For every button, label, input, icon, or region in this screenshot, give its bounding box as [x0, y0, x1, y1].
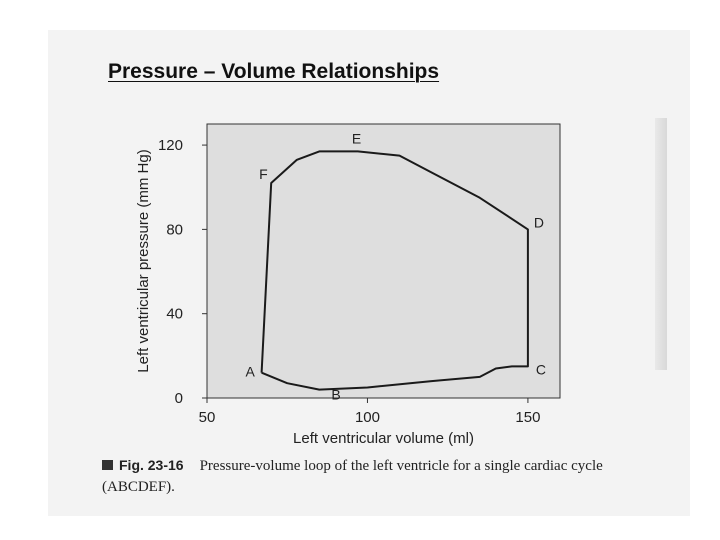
slide-title: Pressure – Volume Relationships	[108, 60, 440, 83]
figure-caption	[102, 455, 662, 498]
x-axis-label: Left ventricular volume (ml)	[293, 430, 474, 447]
y-tick-label: 80	[166, 221, 183, 239]
y-tick-label: 0	[174, 390, 183, 407]
point-label-d: D	[533, 214, 545, 231]
point-label-f: F	[259, 166, 268, 183]
x-tick-label: 100	[354, 409, 380, 426]
y-tick-label: 40	[166, 305, 183, 323]
point-label-e: E	[351, 130, 362, 147]
point-label-c: C	[535, 361, 547, 378]
point-label-b: B	[331, 386, 341, 403]
figure-number: Fig. 23-16	[119, 457, 184, 473]
square-bullet-icon	[102, 460, 113, 470]
y-axis-label: Left ventricular pressure (mm Hg)	[135, 149, 152, 373]
y-tick-label: 120	[157, 137, 183, 155]
x-tick-label: 150	[515, 409, 541, 426]
caption-text: Pressure-volume loop of the left ventricle for a single cardiac cycle (ABCDEF).	[102, 458, 603, 495]
x-tick-label: 50	[198, 409, 216, 426]
point-label-a: A	[245, 363, 255, 380]
